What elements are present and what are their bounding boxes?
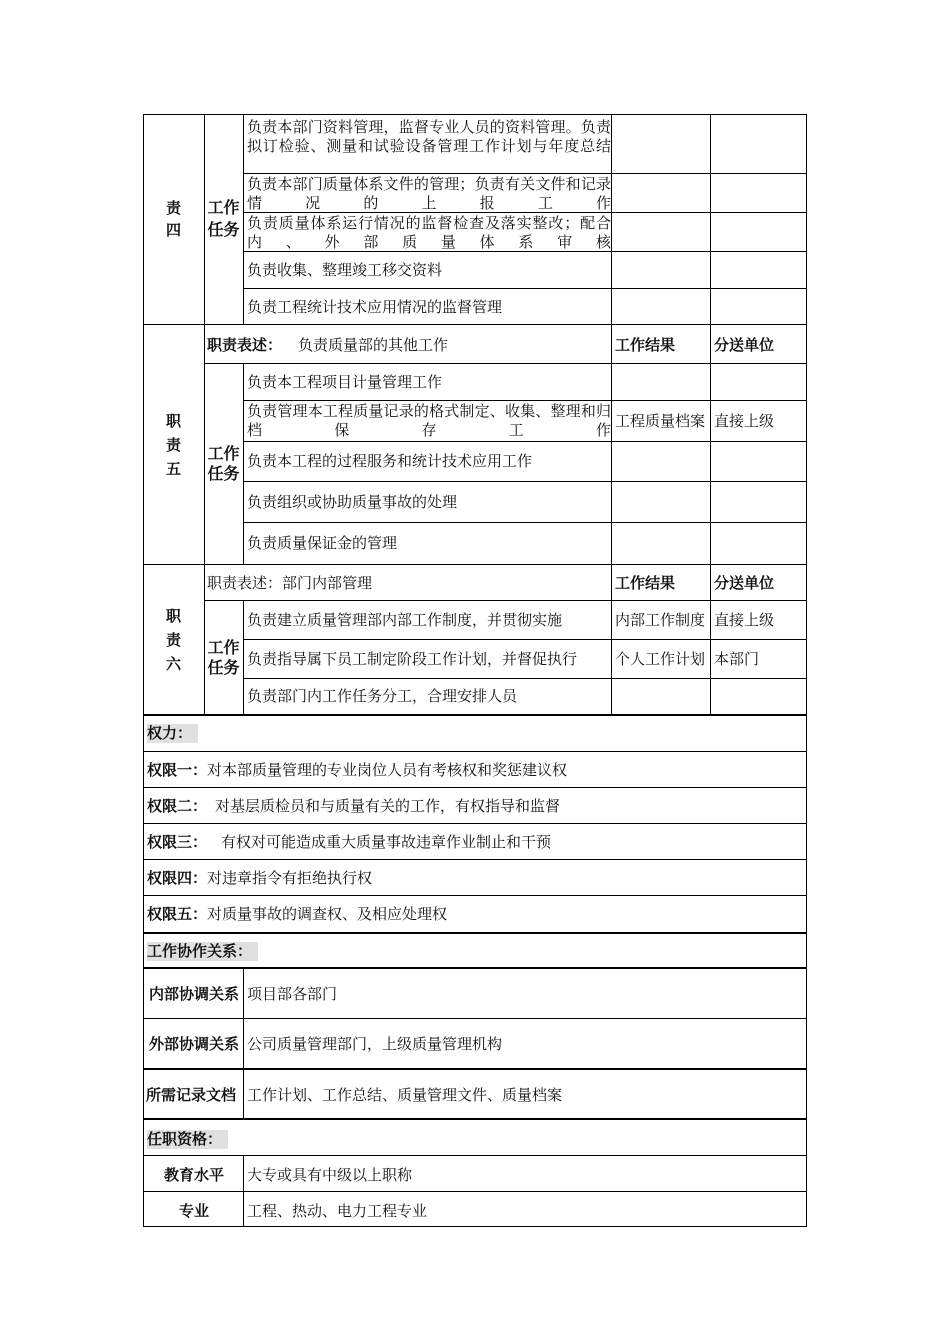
authority-item-1-text: 对本部质量管理的专业岗位人员有考核权和奖惩建议权 [207,760,568,779]
authority-item-5-label: 权限五： [147,904,208,923]
row-line [243,639,807,640]
row-line [143,787,807,788]
duty-5-task-3: 负责本工程的过程服务和统计技术应用工作 [247,451,533,470]
row-line [243,678,807,679]
duty-6-title [143,566,204,714]
authority-item-4 [147,861,797,895]
relations-label-divider [243,968,244,1119]
duty-5-title-char-1: 职 [165,412,181,430]
duty-4-title [143,114,204,324]
qualifications-heading [147,1122,797,1156]
row-line [243,400,807,401]
duty-5-title-char-2: 责 [165,436,181,454]
duty-6-title-char-1: 职 [165,607,181,625]
duty-6-title-char-2: 责 [165,631,181,649]
duty-title-divider [204,114,205,715]
qualification-education-label: 教育水平 [163,1165,224,1184]
duty-5-title [143,326,204,564]
qualification-major-value: 工程、热动、电力工程专业 [247,1201,428,1220]
row-line [143,823,807,824]
row-line [243,212,807,213]
duty-4-task-2: 负责本部门质量体系文件的管理；负责有关文件和记录情况的上报工作 [247,175,611,212]
duty-4-task-4: 负责收集、整理竣工移交资料 [247,261,443,279]
section-thick-line [143,932,807,934]
row-line [243,481,807,482]
duty-5-task-label: 工作任务 [207,444,240,483]
section-line [143,564,807,565]
duty-4-title-char-1: 责 [165,199,181,217]
duty-6-task-1-result: 内部工作制度 [615,610,706,629]
duty-6-task-2: 负责指导属下员工制定阶段工作计划，并督促执行 [247,649,578,668]
authority-item-2-text: 对基层质检员和与质量有关的工作，有权指导和监督 [215,796,561,815]
relations-records-value: 工作计划、工作总结、质量管理文件、质量档案 [247,1085,563,1104]
relations-external-value: 公司质量管理部门，上级质量管理机构 [247,1034,503,1053]
row-line [243,522,807,523]
duty-4-task-label: 工作任务 [207,198,240,239]
row-line [143,751,807,752]
duty-4-title-char-2: 四 [165,221,181,239]
qualification-major-label: 专业 [178,1201,209,1220]
qualifications-label-divider [243,1155,244,1227]
duty-5-task-2-result: 工程质量档案 [615,411,706,430]
authority-item-2 [147,789,797,823]
recipient-column-divider [710,114,711,715]
authority-item-3-text: 有权对可能造成重大质量事故违章作业制止和干预 [221,832,552,851]
duty-4-task-divider [243,114,244,324]
duty-6-task-1-recipient: 直接上级 [714,610,775,629]
duty-6-statement-text: 部门内部管理 [282,573,373,592]
duty-6-task-label: 工作任务 [207,637,240,677]
duty-5-task-1: 负责本工程项目计量管理工作 [247,372,443,391]
duty-6-task-3: 负责部门内工作任务分工，合理安排人员 [247,687,518,705]
section-line [143,324,807,325]
row-line [243,251,807,252]
row-line [204,600,807,601]
section-thick-line [143,714,807,716]
outer-left-border [143,114,144,1227]
qualification-education-value: 大专或具有中级以上职称 [247,1165,413,1184]
qualifications-heading-text: 任职资格： [147,1130,228,1149]
relations-internal-value: 项目部各部门 [247,984,338,1003]
duty-4-task-5: 负责工程统计技术应用情况的监督管理 [247,298,503,316]
outer-right-border [806,114,807,1227]
duty-5-title-char-3: 五 [165,460,181,478]
duty-4-task-3: 负责质量体系运行情况的监督检查及落实整改；配合内、外部质量体系审核 [247,214,611,251]
relations-records-label: 所需记录文档 [146,1086,237,1104]
duty-6-recipient-header: 分送单位 [714,573,775,592]
authority-item-1 [147,753,797,787]
duty-6-title-char-3: 六 [165,655,181,673]
relations-internal-label: 内部协调关系 [148,985,239,1003]
duty-5-task-2-recipient: 直接上级 [714,411,775,430]
duty-5-task-divider [243,364,244,564]
row-line [243,441,807,442]
authority-heading-text: 权力： [147,724,198,743]
authority-item-3-label: 权限三： [147,832,208,851]
duty-6-result-header: 工作结果 [615,573,676,592]
authority-item-4-text: 对违章指令有拒绝执行权 [207,868,373,887]
row-line [243,288,807,289]
authority-item-2-label: 权限二： [147,796,208,815]
authority-item-4-label: 权限四： [147,868,208,887]
duty-6-statement-label: 职责表述： [207,573,283,592]
duty-5-recipient-header: 分送单位 [714,335,775,354]
row-line [204,363,807,364]
result-column-divider [611,114,612,715]
duty-5-statement [207,326,611,364]
authority-heading [147,717,797,749]
duty-5-statement-text: 负责质量部的其他工作 [298,335,449,354]
relations-heading [147,936,797,966]
authority-item-5 [147,897,797,931]
duty-6-task-2-result: 个人工作计划 [615,649,706,668]
duty-6-statement [207,566,611,600]
authority-item-3 [147,825,797,859]
duty-5-task-5: 负责质量保证金的管理 [247,534,398,552]
relations-heading-text: 工作协作关系： [147,942,258,961]
duty-5-result-header: 工作结果 [615,335,676,354]
duty-6-task-1: 负责建立质量管理部内部工作制度，并贯彻实施 [247,610,563,629]
row-line [143,859,807,860]
relations-external-label: 外部协调关系 [148,1035,239,1053]
row-line [143,895,807,896]
duty-5-task-4: 负责组织或协助质量事故的处理 [247,492,458,511]
duty-6-task-2-recipient: 本部门 [714,649,760,668]
authority-item-1-label: 权限一： [147,760,208,779]
authority-item-5-text: 对质量事故的调查权、及相应处理权 [207,904,448,923]
duty-5-task-2: 负责管理本工程质量记录的格式制定、收集、整理和归档保存工作 [247,402,611,439]
duty-5-statement-label: 职责表述： [207,335,283,354]
duty-4-task-1: 负责本部门资料管理，监督专业人员的资料管理。负责拟订检验、测量和试验设备管理工作计划与年度总结 [247,118,611,155]
duty-6-task-divider [243,601,244,715]
row-line [243,173,807,174]
